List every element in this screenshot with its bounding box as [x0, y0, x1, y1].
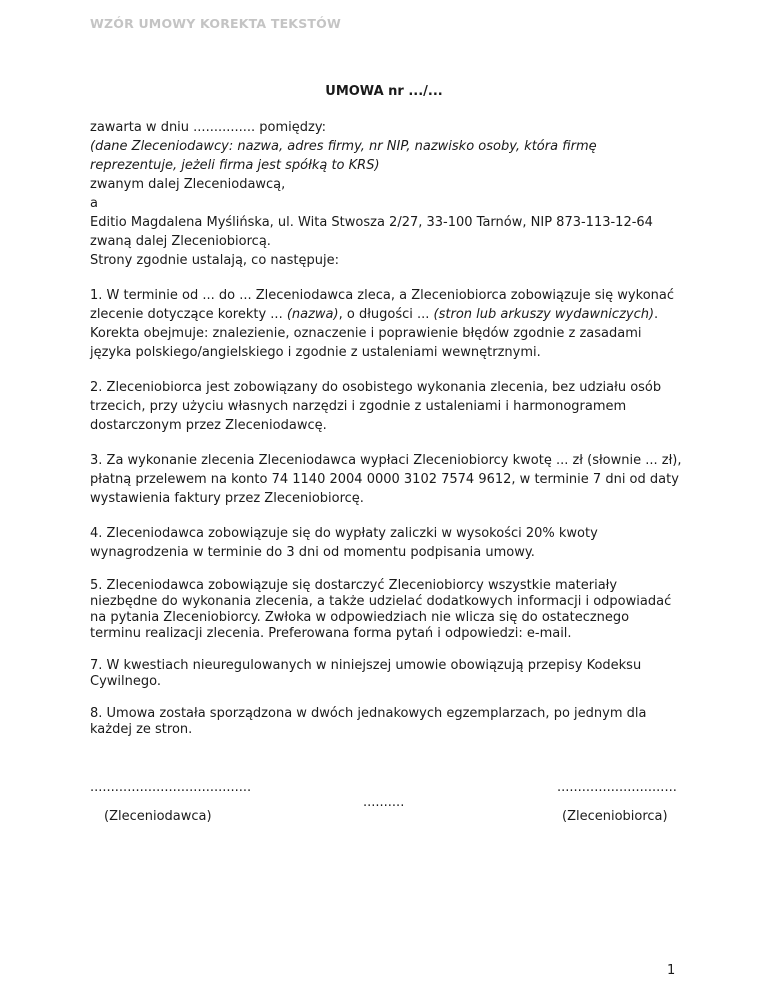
clause-line: 2. Zleceniobiorca jest zobowiązany do osobistego wykonania zlecenia, bez udziału osób: [90, 380, 662, 395]
intro-line: zawarta w dniu ............... pomiędzy:: [90, 120, 326, 135]
intro-line: (dane Zleceniodawcy: nazwa, adres firmy, nr NIP, nazwisko osoby, która firmę: [90, 139, 597, 154]
page-number: 1: [667, 963, 676, 978]
clause-4: [90, 524, 690, 562]
clause-line: wystawienia faktury przez Zleceniobiorcę.: [90, 491, 364, 506]
clause-3: [90, 451, 690, 508]
clause-line: płatną przelewem na konto 74 1140 2004 0000 3102 7574 9612, w terminie 7 dni od daty: [90, 472, 679, 487]
contract-body: [90, 118, 690, 754]
clause-text-italic: (stron lub arkuszy wydawniczych): [433, 307, 655, 322]
intro-line: zwaną dalej Zleceniobiorcą.: [90, 234, 271, 249]
clause-text: zlecenie dotyczące korekty ...: [90, 307, 287, 322]
signature-line-right: .............................: [557, 780, 677, 795]
clause-line: 7. W kwestiach nieuregulowanych w niniejszej umowie obowiązują przepisy Kodeksu: [90, 658, 642, 673]
clause-7: [90, 658, 690, 690]
contract-title: UMOWA nr .../...: [325, 84, 443, 99]
clause-line: Korekta obejmuje: znalezienie, oznaczenie i poprawienie błędów zgodnie z zasadami: [90, 326, 642, 341]
intro-line: reprezentuje, jeżeli firma jest spółką to KRS): [90, 158, 380, 173]
intro-line: Strony zgodnie ustalają, co następuje:: [90, 253, 339, 268]
intro-line: a: [90, 196, 98, 211]
clause-line: języka polskiego/angielskiego i zgodnie z ustaleniami wewnętrznymi.: [90, 345, 541, 360]
clause-line: 4. Zleceniodawca zobowiązuje się do wypłaty zaliczki w wysokości 20% kwoty: [90, 526, 598, 541]
signature-label-client: (Zleceniodawca): [104, 809, 212, 824]
signature-line-left: .......................................: [90, 780, 252, 795]
signature-label-contractor: (Zleceniobiorca): [562, 809, 668, 824]
clause-line: Cywilnego.: [90, 674, 161, 689]
document-header: WZÓR UMOWY KOREKTA TEKSTÓW: [90, 16, 341, 31]
clause-line: niezbędne do wykonania zlecenia, a także udzielać dodatkowych informacji i odpowiadać: [90, 594, 672, 609]
clause-line: 3. Za wykonanie zlecenia Zleceniodawca wypłaci Zleceniobiorcy kwotę ... zł (słownie ... zł),: [90, 453, 682, 468]
clause-line: na pytania Zleceniobiorcy. Zwłoka w odpowiedziach nie wlicza się do ostatecznego: [90, 610, 630, 625]
clause-line: terminu realizacji zlecenia. Preferowana forma pytań i odpowiedzi: e-mail.: [90, 626, 572, 641]
clause-line: [90, 305, 690, 324]
intro-section: [90, 118, 690, 270]
intro-line: Editio Magdalena Myślińska, ul. Wita Stwosza 2/27, 33-100 Tarnów, NIP 873-113-12-64: [90, 215, 653, 230]
clause-line: dostarczonym przez Zleceniodawcę.: [90, 418, 327, 433]
clause-line: każdej ze stron.: [90, 722, 193, 737]
clause-text: .: [654, 307, 659, 322]
clause-2: [90, 378, 690, 435]
clause-5: [90, 578, 690, 642]
intro-line: zwanym dalej Zleceniodawcą,: [90, 177, 286, 192]
clause-line: 5. Zleceniodawca zobowiązuje się dostarczyć Zleceniobiorcy wszystkie materiały: [90, 578, 618, 593]
clause-text: , o długości ...: [338, 307, 434, 322]
clause-line: trzecich, przy użyciu własnych narzędzi i zgodnie z ustaleniami i harmonogramem: [90, 399, 627, 414]
signature-line-middle: ..........: [363, 795, 405, 810]
clause-line: 8. Umowa została sporządzona w dwóch jednakowych egzemplarzach, po jednym dla: [90, 706, 647, 721]
clause-text-italic: (nazwa): [286, 307, 339, 322]
clause-1: [90, 286, 690, 362]
clause-line: wynagrodzenia w terminie do 3 dni od momentu podpisania umowy.: [90, 545, 535, 560]
clause-line: 1. W terminie od ... do ... Zleceniodawca zleca, a Zleceniobiorca zobowiązuje się wykonać: [90, 288, 674, 303]
clause-8: [90, 706, 690, 738]
